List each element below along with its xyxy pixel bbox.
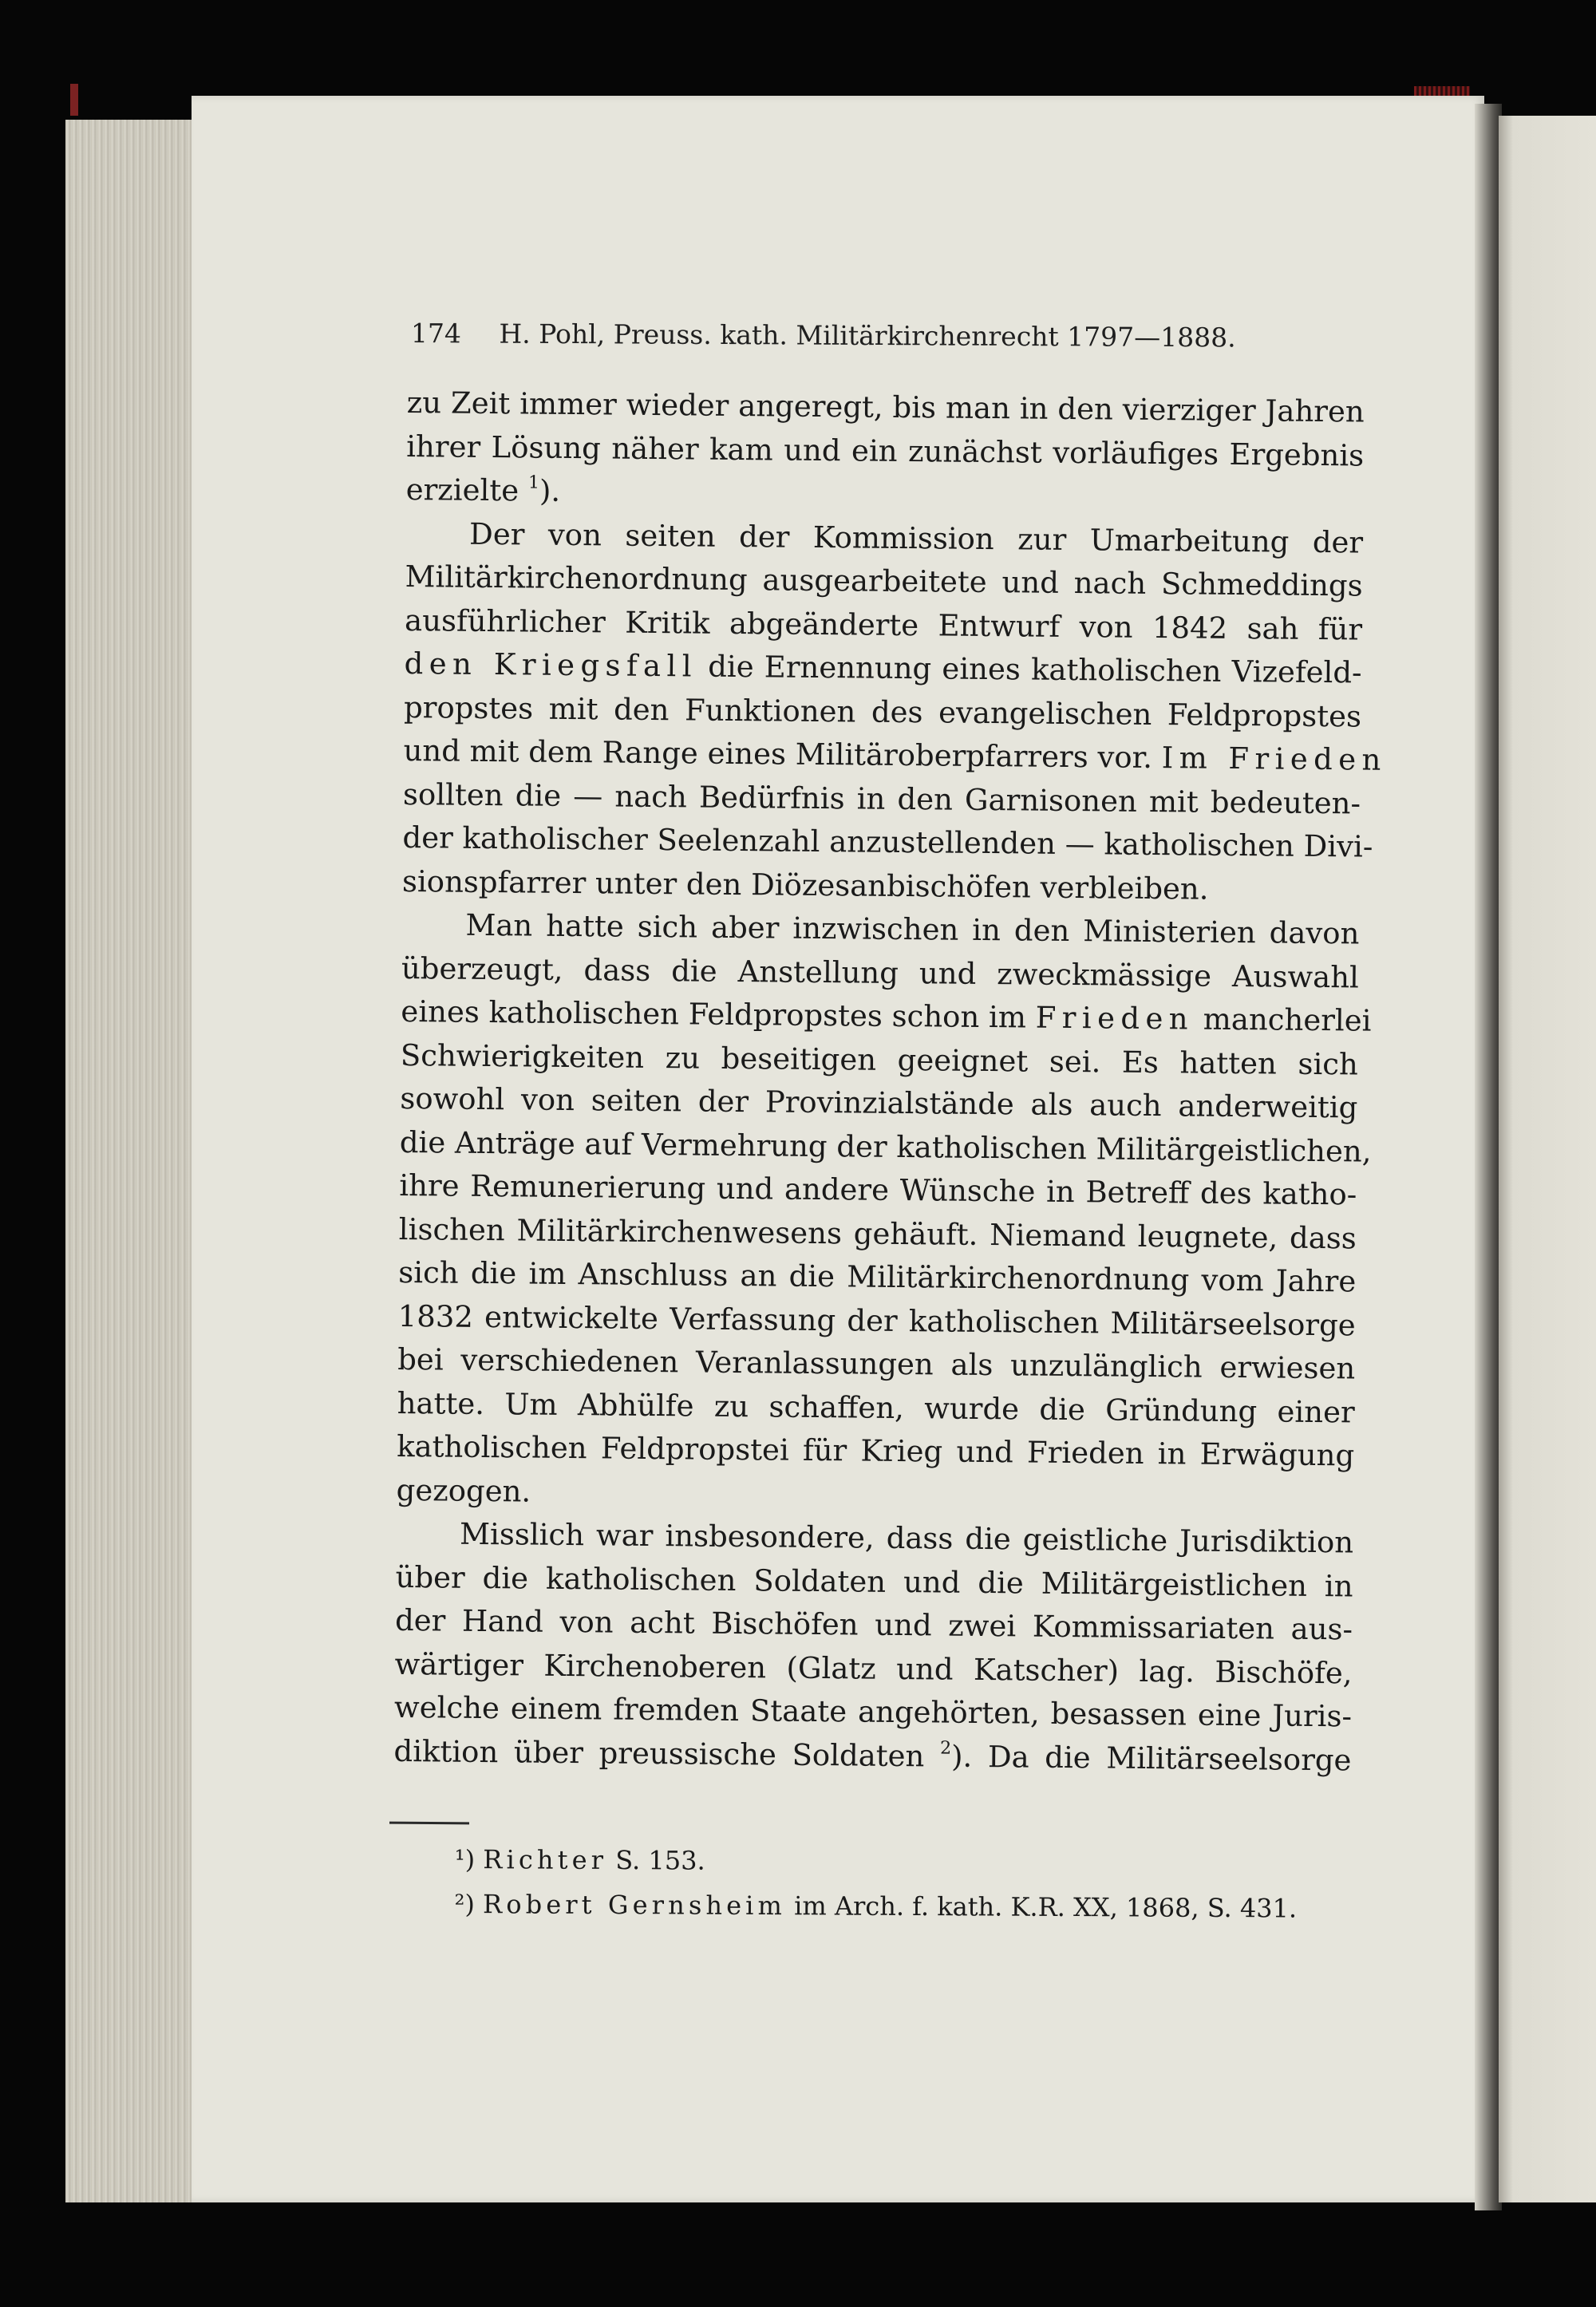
text-line: ausführlicher Kritik abgeänderte Entwurf von 1842 sah für [404, 602, 1363, 647]
text-line: Man hatte sich aber inzwischen in den Ministerien davon [465, 907, 1360, 951]
text-line: über die katholischen Soldaten und die Militärgeistlichen in [395, 1559, 1353, 1603]
text-line: zu Zeit immer wieder angeregt, bis man in den vierziger Jahren [406, 385, 1365, 429]
footnote-text: S. 153. [615, 1845, 705, 1876]
text-line: ihre Remunerierung und andere Wünsche in Betreff des katho- [399, 1167, 1357, 1212]
text-line: sollten die — nach Bedürfnis in den Garnisonen mit bedeuten- [402, 776, 1361, 820]
spaced-emphasis: Frieden [1035, 1000, 1195, 1037]
page-edge-mark [1414, 86, 1470, 96]
text-line: Misslich war insbesondere, dass die geistliche Jurisdiktion [459, 1516, 1354, 1560]
footnote-marker: ¹) [454, 1843, 476, 1875]
facing-page-edge [1499, 116, 1596, 2202]
spaced-emphasis: Im Frieden [1161, 741, 1387, 777]
text-line: erzielte $^1$). [405, 472, 561, 508]
text-line: hatte. Um Abhülfe zu schaffen, wurde die Gründung einer [397, 1385, 1355, 1429]
footnotes [454, 1837, 1349, 1931]
text-line: Militärkirchenordnung ausgearbeitete und nach Schmeddings [405, 559, 1363, 603]
text-line: die Anträge auf Vermehrung der katholischen Militärgeistlichen, [399, 1124, 1372, 1169]
text-line: katholischen Feldpropstei für Krieg und Frieden in Erwägung [396, 1428, 1355, 1473]
text-line: den Kriegsfall die Ernennung eines katholischen Vizefeld- [404, 646, 1362, 690]
footnote-author: Richter [483, 1844, 608, 1876]
text-line: der Hand von acht Bischöfen und zwei Kommissariaten aus- [394, 1602, 1353, 1647]
footnote [454, 1882, 1348, 1931]
page-number: 174 [410, 318, 461, 350]
running-header [411, 318, 1265, 354]
spine-mark [70, 84, 78, 116]
footnote [455, 1837, 1349, 1886]
text-line: gezogen. [396, 1472, 531, 1509]
running-title: H. Pohl, Preuss. kath. Militärkirchenrecht 1797—1888. [499, 318, 1236, 354]
text-line: der katholischer Seelenzahl anzustellenden — katholischen Divi- [402, 820, 1373, 864]
spaced-emphasis: den Kriegsfall [404, 646, 698, 684]
text-line: 1832 entwickelte Verfassung der katholischen Militärseelsorge [397, 1298, 1356, 1342]
text-line: wärtiger Kirchenoberen (Glatz und Katscher) lag. Bischöfe, [394, 1646, 1353, 1690]
footnote-author: Robert Gernsheim [482, 1889, 787, 1922]
text-line: propstes mit den Funktionen des evangelischen Feldpropstes [403, 689, 1362, 733]
text-line: und mit dem Range eines Militäroberpfarrers vor. Im Frieden [403, 733, 1387, 777]
text-line: eines katholischen Feldpropstes schon im Frieden mancherlei [401, 994, 1372, 1038]
text-line: Schwierigkeiten zu beseitigen geeignet sei. Es hatten sich [400, 1037, 1359, 1081]
body-text [393, 381, 1387, 1782]
footnote-ref: 2 [939, 1737, 952, 1759]
text-line: sowohl von seiten der Provinzialstände als auch anderweitig [400, 1080, 1358, 1125]
footnote-marker: ²) [454, 1888, 475, 1920]
footnote-ref: 1 [527, 472, 540, 494]
text-line: sich die im Anschluss an die Militärkirchenordnung vom Jahre [398, 1254, 1357, 1299]
text-line: bei verschiedenen Veranlassungen als unzulänglich erwiesen [397, 1341, 1356, 1386]
footnote-text: im Arch. f. kath. K.R. XX, 1868, S. 431. [794, 1890, 1298, 1924]
book-gutter [1475, 104, 1502, 2210]
text-line: Der von seiten der Kommission zur Umarbeitung der [468, 516, 1364, 560]
text-line: welche einem fremden Staate angehörten, besassen eine Juris- [393, 1689, 1353, 1734]
text-line: lischen Militärkirchenwesens gehäuft. Niemand leugnete, dass [398, 1211, 1357, 1255]
text-line: sionspfarrer unter den Diözesanbischöfen verbleiben. [401, 863, 1209, 907]
text-line: überzeugt, dass die Anstellung und zweckmässige Auswahl [401, 950, 1360, 994]
text-line: ihrer Lösung näher kam und ein zunächst vorläufiges Ergebnis [406, 429, 1365, 473]
text-line: diktion über preussische Soldaten $^2$). Da die Militärseelsorge [393, 1733, 1352, 1777]
